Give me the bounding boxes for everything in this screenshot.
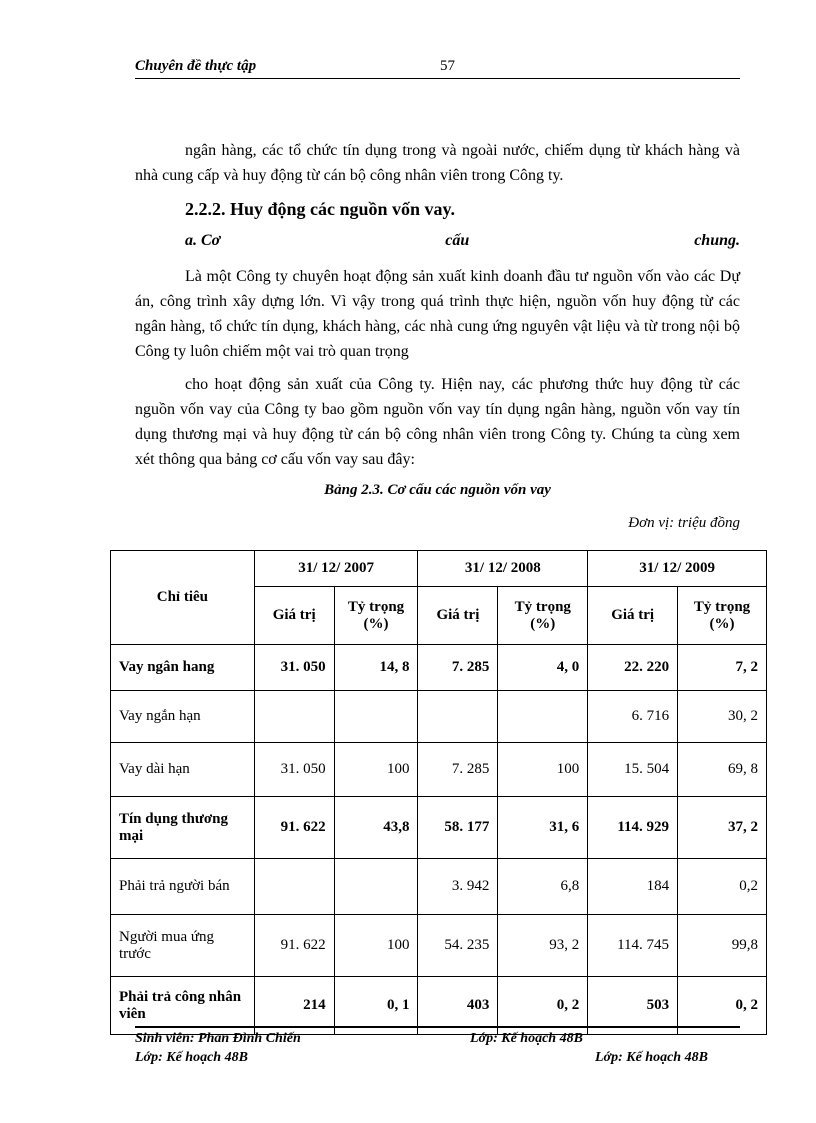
table-row [111,797,767,859]
subheading-part-a: a. Cơ [185,232,221,249]
table-row [111,743,767,797]
cell-value [418,691,498,743]
cell-value: 7. 285 [418,645,498,691]
cell-share: 30, 2 [678,691,767,743]
row-label: Vay dài hạn [111,743,255,797]
cell-value: 403 [418,977,498,1035]
cell-value: 91. 622 [254,797,334,859]
cell-value: 31. 050 [254,645,334,691]
cell-share: 14, 8 [334,645,418,691]
cell-share: 0, 2 [498,977,588,1035]
paragraph-3: cho hoạt động sản xuất của Công ty. Hiện nay, các phương thức huy động từ các nguồn vốn vay của Công ty bao gồm nguồn vốn vay tín dụng ngân hàng, nguồn vốn vay tín dụng thương mại và huy động từ cán bộ công nhân viên trong Công ty. Chúng ta cùng xem xét thông qua bảng cơ cấu vốn vay sau đây: [135,376,740,468]
table-unit: Đơn vị: triệu đồng [628,515,740,531]
row-label: Vay ngân hang [111,645,255,691]
cell-share: 93, 2 [498,915,588,977]
cell-share: 6,8 [498,859,588,915]
cell-value: 114. 745 [588,915,678,977]
paragraph-1: ngân hàng, các tổ chức tín dụng trong và ngoài nước, chiếm dụng từ khách hàng và nhà cung cấp và huy động từ cán bộ công nhân viên trong Công ty. [135,142,740,184]
column-header-share: Tỷ trọng (%) [678,587,767,645]
column-header-share: Tỷ trọng (%) [334,587,418,645]
column-header-share: Tỷ trọng (%) [498,587,588,645]
cell-share: 0, 1 [334,977,418,1035]
table-row [111,915,767,977]
footer-class: Lớp: Kế hoạch 48B [135,1050,248,1065]
column-header-year: 31/ 12/ 2009 [588,551,767,587]
cell-share: 100 [334,915,418,977]
cell-share: 7, 2 [678,645,767,691]
cell-share: 37, 2 [678,797,767,859]
cell-value: 31. 050 [254,743,334,797]
cell-value: 214 [254,977,334,1035]
cell-value: 3. 942 [418,859,498,915]
column-header-year: 31/ 12/ 2008 [418,551,588,587]
table-row [111,859,767,915]
footer-class: Lớp: Kế hoạch 48B [595,1050,708,1065]
header-title: Chuyên đề thực tập [135,58,257,74]
cell-share [498,691,588,743]
cell-share: 69, 8 [678,743,767,797]
cell-value [254,691,334,743]
section-heading: 2.2.2. Huy động các nguồn vốn vay. [185,199,456,219]
cell-value: 91. 622 [254,915,334,977]
subheading-part-b: cấu [445,232,470,249]
column-header-indicator: Chỉ tiêu [111,551,255,645]
table-body [111,645,767,1035]
table-row [111,645,767,691]
cell-share: 31, 6 [498,797,588,859]
row-label: Vay ngắn hạn [111,691,255,743]
column-header-value: Giá trị [588,587,678,645]
table-row [111,691,767,743]
subheading [185,232,740,250]
cell-value: 7. 285 [418,743,498,797]
cell-value: 22. 220 [588,645,678,691]
cell-value: 114. 929 [588,797,678,859]
footer-rule [135,1026,740,1028]
cell-share [334,859,418,915]
cell-share: 43,8 [334,797,418,859]
cell-share: 100 [334,743,418,797]
cell-share: 4, 0 [498,645,588,691]
cell-value: 6. 716 [588,691,678,743]
cell-share: 0,2 [678,859,767,915]
cell-share: 100 [498,743,588,797]
paragraph-2: Là một Công ty chuyên hoạt động sản xuất kinh doanh đầu tư nguồn vốn vào các Dự án, công trình xây dựng lớn. Vì vậy trong quá trình thực hiện, nguồn vốn huy động từ các ngân hàng, tổ chức tín dụng, khách hàng, các nhà cung ứng nguyên vật liệu và từ trong nội bộ Công ty luôn chiếm một vai trò quan trọng [135,268,740,360]
footer-class: Lớp: Kế hoạch 48B [470,1031,583,1046]
cell-value: 15. 504 [588,743,678,797]
table-caption: Bảng 2.3. Cơ cấu các nguồn vốn vay [324,482,551,498]
cell-share [334,691,418,743]
footer-student: Sinh viên: Phan Đình Chiến [135,1031,301,1046]
column-header-value: Giá trị [418,587,498,645]
cell-value: 503 [588,977,678,1035]
row-label: Phải trả người bán [111,859,255,915]
row-label: Phải trả công nhân viên [111,977,255,1035]
cell-share: 99,8 [678,915,767,977]
row-label: Người mua ứng trước [111,915,255,977]
column-header-year: 31/ 12/ 2007 [254,551,418,587]
cell-value: 58. 177 [418,797,498,859]
cell-share: 0, 2 [678,977,767,1035]
column-header-value: Giá trị [254,587,334,645]
page-number: 57 [440,58,455,74]
cell-value [254,859,334,915]
cell-value: 184 [588,859,678,915]
row-label: Tín dụng thương mại [111,797,255,859]
cell-value: 54. 235 [418,915,498,977]
subheading-part-c: chung. [694,232,740,249]
loan-structure-table [110,550,767,1035]
header-rule [135,78,740,79]
